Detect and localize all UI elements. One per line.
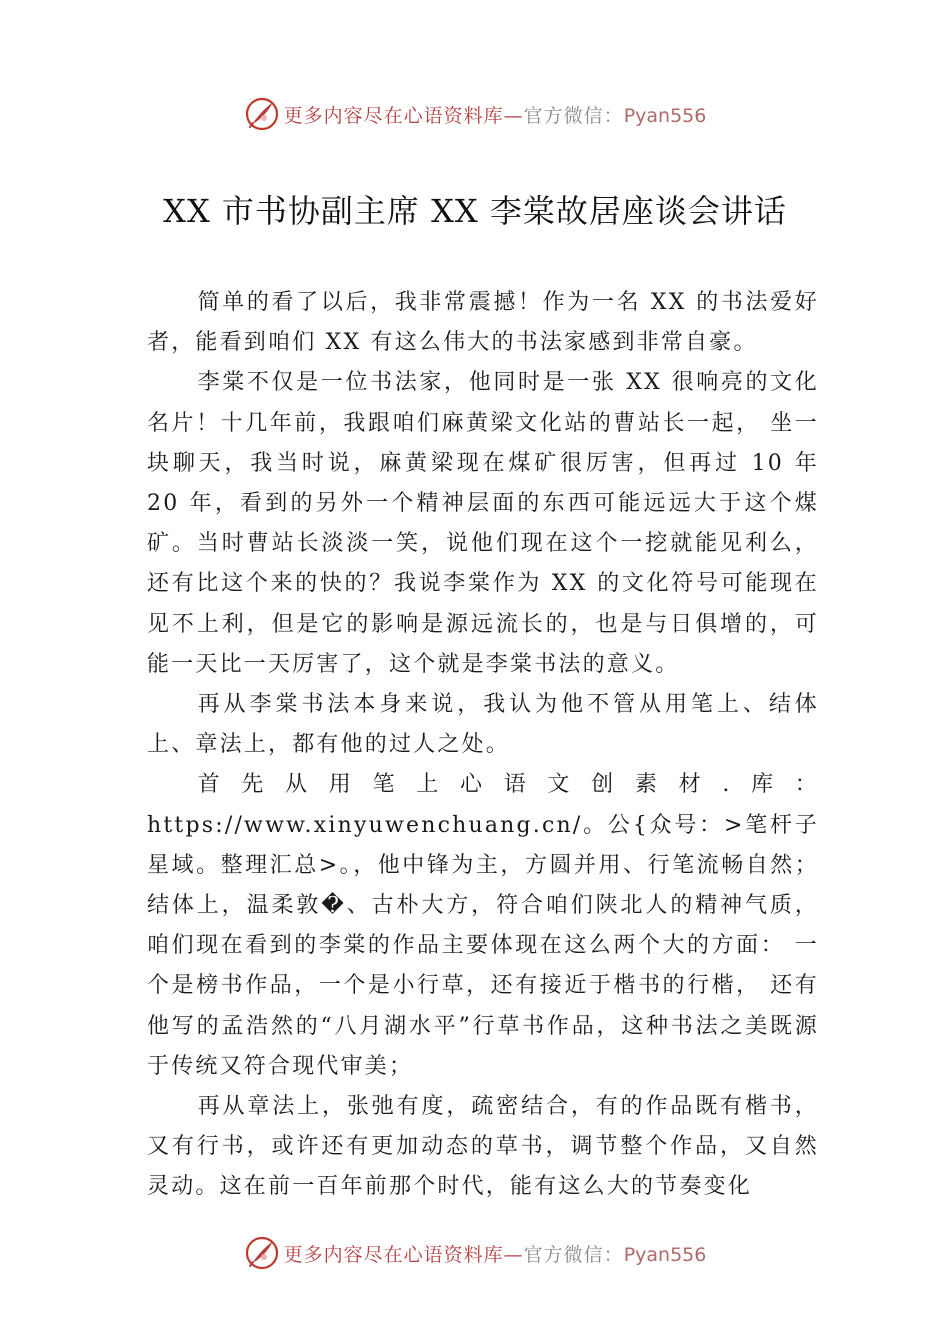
paragraph: 简单的看了以后，我非常震撼！作为一名 XX 的书法爱好者，能看到咱们 XX 有这么伟大的书法家感到非常自豪。 (147, 290, 819, 356)
promo-line (284, 101, 707, 128)
document-title: XX 市书协副主席 XX 李棠故居座谈会讲话 (163, 192, 787, 230)
promo-dash: — (503, 1243, 524, 1266)
promo-line (284, 1240, 707, 1267)
header-banner-content (244, 96, 707, 132)
footer-banner-content (244, 1235, 707, 1271)
wechat-label: 官方微信： (523, 104, 624, 127)
paragraph: 李棠不仅是一位书法家，他同时是一张 XX 很响亮的文化名片！十几年前，我跟咱们麻黄梁文化站的曹站长一起， 坐一块聊天，我当时说，麻黄梁现在煤矿很厉害，但再过 10 年 20 年，看到的另外一个精神层面的东西可能远远大于这个煤矿。当时曹站长淡淡一笑，说他们现在这个一挖就能见利么，还有比这个来的快的？我说李棠作为 XX 的文化符号可能现在见不上利，但是它的影响是源远流长的，也是与日俱增的，可能一天比一天厉害了，这个就是李棠书法的意义。 (147, 370, 819, 677)
quill-pen-icon (244, 96, 280, 132)
paragraph: 再从章法上，张弛有度，疏密结合，有的作品既有楷书，又有行书，或许还有更加动态的草书，调节整个作品，又自然灵动。这在前一百年前那个时代，能有这么大的节奏变化 (147, 1094, 819, 1200)
quill-pen-icon (244, 1235, 280, 1271)
paragraph: 再从李棠书法本身来说，我认为他不管从用笔上、结体上、章法上，都有他的过人之处。 (147, 692, 819, 758)
wechat-label: 官方微信： (523, 1243, 624, 1266)
footer-banner (0, 1233, 950, 1273)
paragraph: 首先从用笔上心语文创素材.库：https://www.xinyuwenchuang.cn/。公{众号：>笔杆子星域。整理汇总>。，他中锋为主，方圆并用、行笔流畅自然； 结体上，温柔敦�、古朴大方，符合咱们陕北人的精神气质， 咱们现在看到的李棠的作品主要体现在这么两个大的方面： 一个是榜书作品，一个是小行草，还有接近于楷书的行楷， 还有他写的孟浩然的“八月湖水平”行草书作品，这种书法之美既源于传统又符合现代审美； (147, 772, 819, 1079)
header-banner (0, 94, 950, 134)
promo-text: 更多内容尽在心语资料库 (283, 104, 504, 127)
wechat-id: Pyan556 (623, 104, 707, 127)
promo-dash: — (503, 104, 524, 127)
wechat-id: Pyan556 (623, 1243, 707, 1266)
document-body (147, 283, 819, 1208)
promo-text: 更多内容尽在心语资料库 (283, 1243, 504, 1266)
